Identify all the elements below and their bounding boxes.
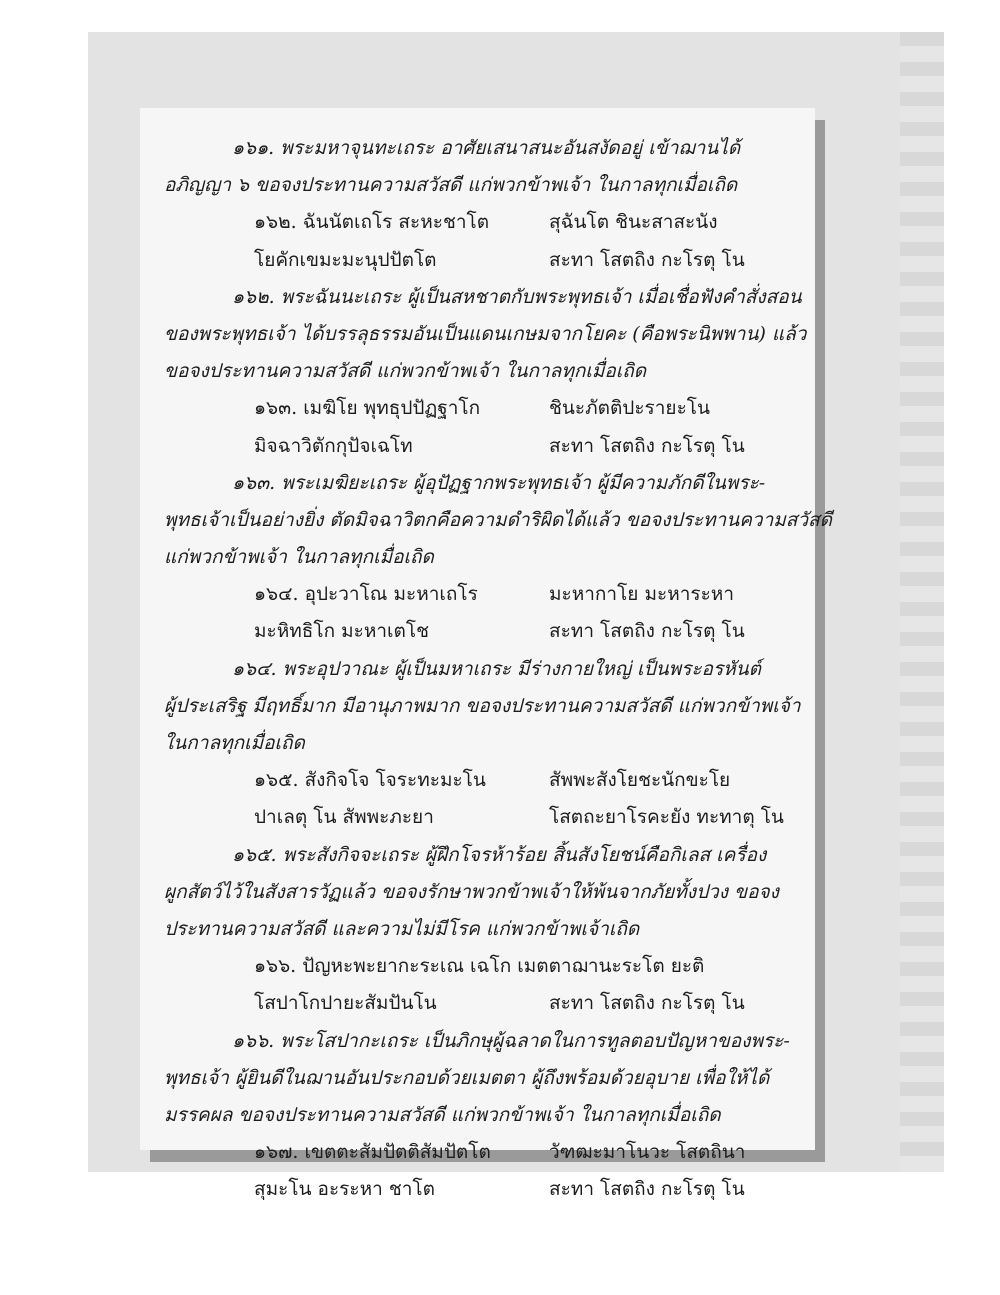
translation-line: พุทธเจ้า ผู้ยินดีในฌานอันประกอบด้วยเมตตา ผู้ถึงพร้อมด้วยอุบาย เพื่อให้ได้ — [164, 1066, 770, 1089]
translation-line: ผูกสัตว์ไว้ในสังสารวัฏแล้ว ขอจงรักษาพวกข้าพเจ้าให้พ้นจากภัยทั้งปวง ขอจง — [164, 880, 779, 903]
verse-line — [164, 576, 800, 613]
verse-line — [164, 948, 800, 985]
verse-half: สะทา โสตถิง กะโรตุ โน — [549, 1178, 745, 1201]
translation-line: ๑๖๕. พระสังกิจจะเถระ ผู้ฝึกโจรห้าร้อย สิ้นสังโยชน์คือกิเลส เครื่อง — [232, 843, 767, 866]
translation-line: ๑๖๓. พระเมฆิยะเถระ ผู้อุปัฏฐากพระพุทธเจ้า ผู้มีความภักดีในพระ- — [232, 471, 766, 494]
verse-line — [164, 428, 800, 465]
translation-line: ๑๖๒. พระฉันนะเถระ ผู้เป็นสหชาตกับพระพุทธเจ้า เมื่อเชื่อฟังคำสั่งสอน — [232, 285, 802, 308]
scan-edge-artifact — [900, 32, 944, 1172]
verse-line — [164, 1134, 800, 1171]
verse-half: ๑๖๔. อุปะวาโณ มะหาเถโร — [254, 583, 478, 606]
translation-line: มรรคผล ขอจงประทานความสวัสดี แก่พวกข้าพเจ้า ในกาลทุกเมื่อเถิด — [164, 1103, 721, 1126]
verse-line — [164, 242, 800, 279]
translation-line: ประทานความสวัสดี และความไม่มีโรค แก่พวกข้าพเจ้าเถิด — [164, 917, 640, 940]
translation-line: ๑๖๑. พระมหาจุนทะเถระ อาศัยเสนาสนะอันสงัดอยู่ เข้าฌานได้ — [232, 137, 741, 159]
page-content — [164, 130, 832, 1208]
verse-line — [164, 762, 800, 799]
verse-line — [164, 613, 800, 650]
verse-half: โสปาโกปายะสัมปันโน — [254, 992, 437, 1015]
translation-line: ของพระพุทธเจ้า ได้บรรลุธรรมอันเป็นแดนเกษมจากโยคะ (คือพระนิพพาน) แล้ว — [164, 322, 807, 345]
translation-line: อภิญญา ๖ ขอจงประทานความสวัสดี แก่พวกข้าพเจ้า ในกาลทุกเมื่อเถิด — [164, 174, 738, 197]
verse-half: ปาเลตุ โน สัพพะภะยา — [254, 806, 434, 829]
translation-line: ผู้ประเสริฐ มีฤทธิ์มาก มีอานุภาพมาก ขอจงประทานความสวัสดี แก่พวกข้าพเจ้า — [164, 694, 801, 717]
translation-line: แก่พวกข้าพเจ้า ในกาลทุกเมื่อเถิด — [164, 546, 434, 569]
verse-half: สะทา โสตถิง กะโรตุ โน — [549, 434, 745, 457]
verse-half: ๑๖๖. ปัญหะพะยากะระเณ เฉโก เมตตาฌานะระโต ยะติ — [254, 955, 705, 978]
verse-line — [164, 799, 800, 836]
translation-line: ขอจงประทานความสวัสดี แก่พวกข้าพเจ้า ในกาลทุกเมื่อเถิด — [164, 360, 647, 383]
verse-half: ๑๖๕. สังกิจโจ โจระทะมะโน — [254, 769, 486, 792]
verse-half: สะทา โสตถิง กะโรตุ โน — [549, 248, 745, 271]
verse-half: สัพพะสังโยชะนักขะโย — [549, 769, 731, 792]
book-page — [140, 108, 832, 1201]
verse-half: สุฉันโต ชินะสาสะนัง — [549, 211, 718, 234]
verse-half: มิจฉาวิตักกุปัจเฉโท — [254, 434, 413, 457]
verse-half: โสตถะยาโรคะยัง ทะทาตุ โน — [549, 806, 784, 829]
verse-half: โยคักเขมะมะนุปปัตโต — [254, 248, 437, 271]
verse-half: มะหากาโย มะหาระหา — [549, 583, 734, 606]
translation-line: ๑๖๖. พระโสปากะเถระ เป็นภิกษุผู้ฉลาดในการทูลตอบปัญหาของพระ- — [232, 1029, 790, 1052]
verse-half: ๑๖๗. เขตตะสัมปัตติสัมปัตโต — [254, 1141, 491, 1164]
verse-half: วัฑฒะมาโนวะ โสตถินา — [549, 1141, 746, 1164]
translation-line: ในกาลทุกเมื่อเถิด — [164, 732, 305, 754]
verse-line — [164, 204, 800, 241]
verse-half: สุมะโน อะระหา ชาโต — [254, 1178, 435, 1201]
verse-line — [164, 985, 800, 1022]
translation-line: ๑๖๔. พระอุปวาณะ ผู้เป็นมหาเถระ มีร่างกายใหญ่ เป็นพระอรหันต์ — [232, 657, 761, 680]
verse-half: ชินะภัตติปะรายะโน — [549, 397, 710, 420]
verse-half: มะหิทธิโก มะหาเตโช — [254, 620, 429, 643]
verse-half: สะทา โสตถิง กะโรตุ โน — [549, 620, 745, 643]
verse-line — [164, 1171, 800, 1208]
verse-half: ๑๖๓. เมฆิโย พุทธุปปัฏฐาโก — [254, 397, 481, 420]
verse-half: สะทา โสตถิง กะโรตุ โน — [549, 992, 745, 1015]
verse-half: ๑๖๒. ฉันนัตเถโร สะหะชาโต — [254, 211, 490, 234]
translation-line: พุทธเจ้าเป็นอย่างยิ่ง ตัดมิจฉาวิตกคือความดำริผิดได้แล้ว ขอจงประทานความสวัสดี — [164, 508, 832, 531]
verse-line — [164, 390, 800, 427]
